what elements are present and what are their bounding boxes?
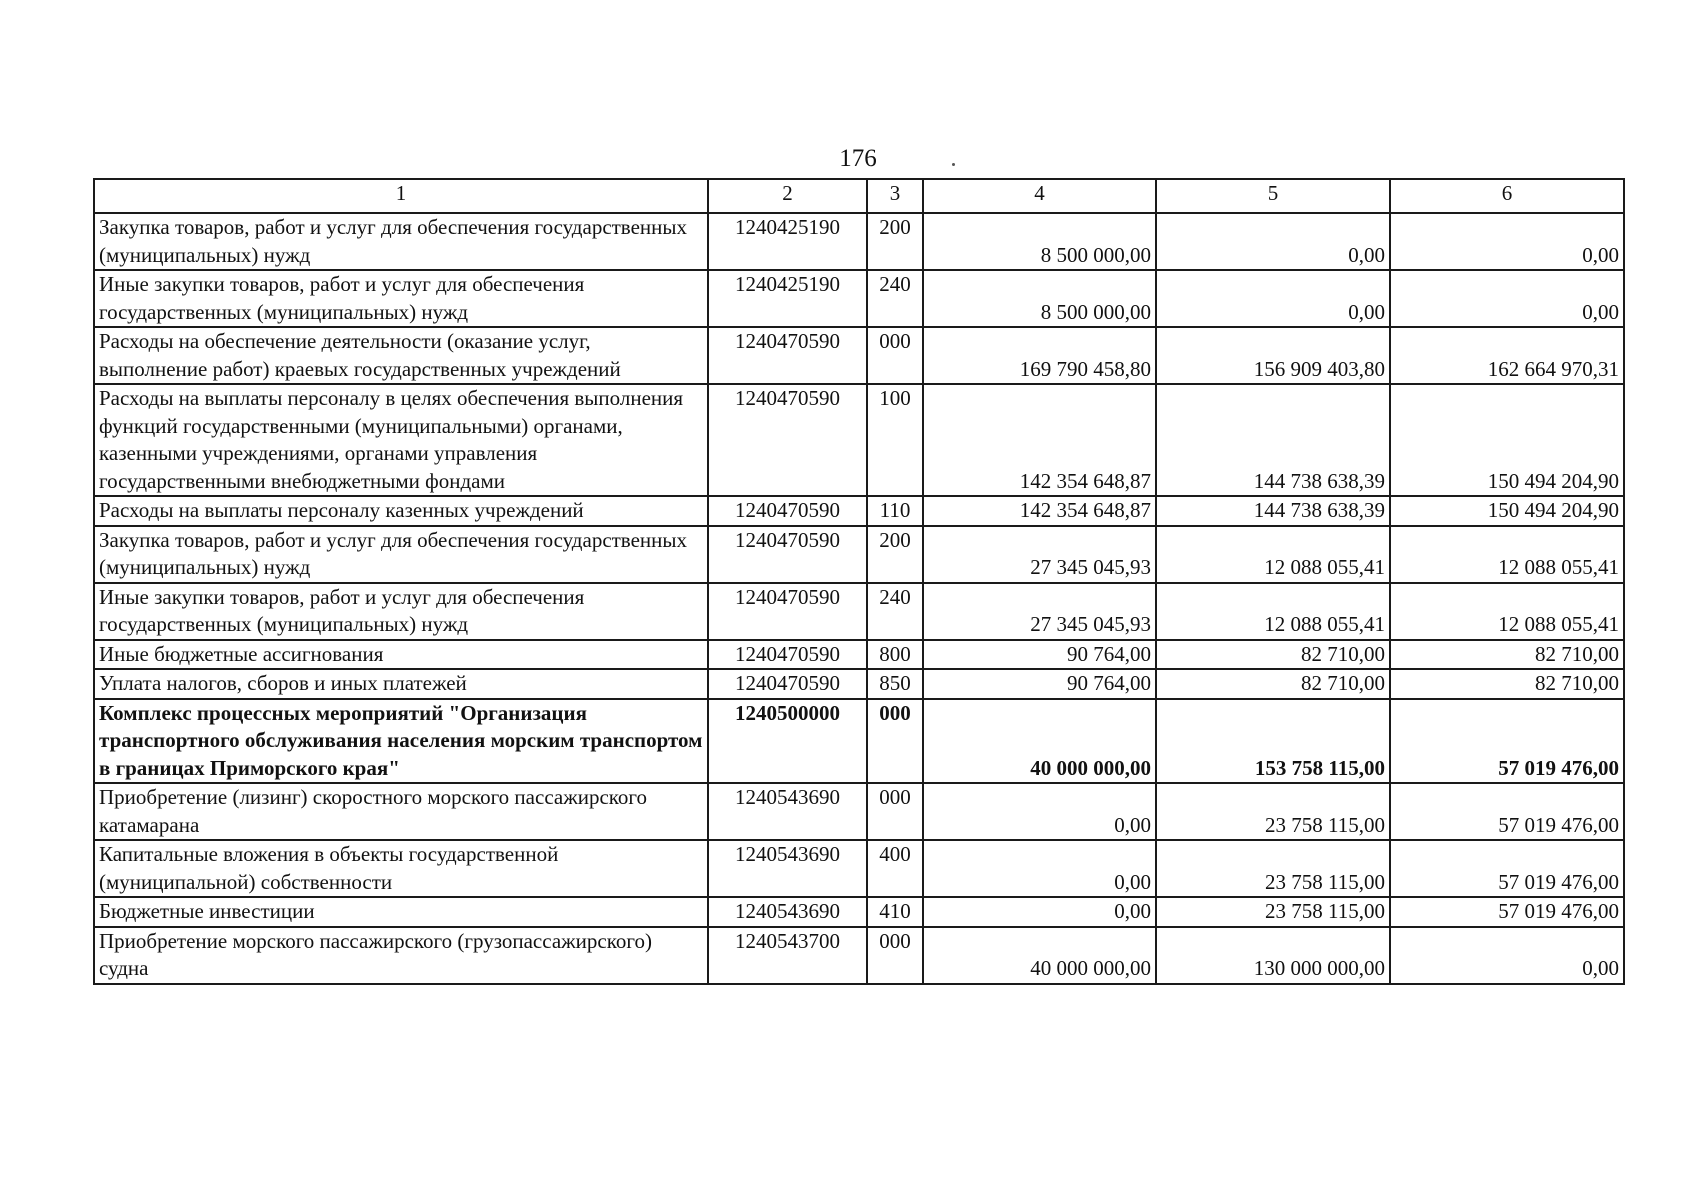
row-name-cell: Бюджетные инвестиции [94, 897, 708, 927]
row-amount-col4-cell: 0,00 [923, 840, 1156, 897]
row-amount-col4-cell: 0,00 [923, 897, 1156, 927]
table-row [94, 384, 1624, 496]
row-amount-col5-cell: 12 088 055,41 [1156, 526, 1390, 583]
row-amount-col4-cell: 40 000 000,00 [923, 699, 1156, 784]
row-name-cell: Иные бюджетные ассигнования [94, 640, 708, 670]
row-expense-type-cell: 240 [867, 583, 923, 640]
row-amount-col6-cell: 12 088 055,41 [1390, 526, 1624, 583]
row-target-code-cell: 1240470590 [708, 496, 867, 526]
budget-table [93, 178, 1625, 985]
row-amount-col5-cell: 12 088 055,41 [1156, 583, 1390, 640]
scan-speck [952, 163, 955, 166]
header-cell-2: 2 [708, 179, 867, 213]
table-row [94, 699, 1624, 784]
row-expense-type-cell: 200 [867, 213, 923, 270]
row-target-code-cell: 1240470590 [708, 384, 867, 496]
table-row [94, 327, 1624, 384]
row-amount-col6-cell: 57 019 476,00 [1390, 840, 1624, 897]
row-name-cell: Капитальные вложения в объекты государственной (муниципальной) собственности [94, 840, 708, 897]
header-cell-3: 3 [867, 179, 923, 213]
row-target-code-cell: 1240470590 [708, 327, 867, 384]
row-target-code-cell: 1240500000 [708, 699, 867, 784]
row-name-cell: Расходы на обеспечение деятельности (оказание услуг, выполнение работ) краевых государственных учреждений [94, 327, 708, 384]
row-target-code-cell: 1240543690 [708, 840, 867, 897]
row-amount-col6-cell: 150 494 204,90 [1390, 496, 1624, 526]
row-expense-type-cell: 200 [867, 526, 923, 583]
table-row [94, 213, 1624, 270]
row-amount-col6-cell: 57 019 476,00 [1390, 783, 1624, 840]
table-row [94, 783, 1624, 840]
row-target-code-cell: 1240543690 [708, 783, 867, 840]
row-amount-col6-cell: 0,00 [1390, 927, 1624, 984]
row-amount-col5-cell: 130 000 000,00 [1156, 927, 1390, 984]
row-target-code-cell: 1240470590 [708, 640, 867, 670]
row-amount-col6-cell: 82 710,00 [1390, 669, 1624, 699]
table-row [94, 496, 1624, 526]
row-name-cell: Приобретение морского пассажирского (грузопассажирского) судна [94, 927, 708, 984]
row-amount-col4-cell: 8 500 000,00 [923, 213, 1156, 270]
row-amount-col4-cell: 8 500 000,00 [923, 270, 1156, 327]
row-amount-col4-cell: 142 354 648,87 [923, 496, 1156, 526]
table-row [94, 526, 1624, 583]
row-target-code-cell: 1240470590 [708, 526, 867, 583]
row-name-cell: Уплата налогов, сборов и иных платежей [94, 669, 708, 699]
row-amount-col5-cell: 23 758 115,00 [1156, 840, 1390, 897]
row-target-code-cell: 1240470590 [708, 583, 867, 640]
row-amount-col5-cell: 156 909 403,80 [1156, 327, 1390, 384]
row-amount-col6-cell: 0,00 [1390, 270, 1624, 327]
row-name-cell: Расходы на выплаты персоналу в целях обеспечения выполнения функций государственными (муниципальными) органами, казенными учреждениями, органами управления государственными внебюджетными фондами [94, 384, 708, 496]
row-amount-col4-cell: 27 345 045,93 [923, 526, 1156, 583]
row-amount-col6-cell: 162 664 970,31 [1390, 327, 1624, 384]
row-amount-col5-cell: 144 738 638,39 [1156, 496, 1390, 526]
row-target-code-cell: 1240425190 [708, 270, 867, 327]
row-expense-type-cell: 000 [867, 327, 923, 384]
row-amount-col5-cell: 144 738 638,39 [1156, 384, 1390, 496]
row-amount-col5-cell: 153 758 115,00 [1156, 699, 1390, 784]
row-name-cell: Иные закупки товаров, работ и услуг для обеспечения государственных (муниципальных) нужд [94, 270, 708, 327]
header-cell-1: 1 [94, 179, 708, 213]
row-amount-col5-cell: 0,00 [1156, 270, 1390, 327]
table-row [94, 669, 1624, 699]
header-cell-4: 4 [923, 179, 1156, 213]
row-amount-col4-cell: 169 790 458,80 [923, 327, 1156, 384]
row-name-cell: Закупка товаров, работ и услуг для обеспечения государственных (муниципальных) нужд [94, 213, 708, 270]
header-cell-6: 6 [1390, 179, 1624, 213]
row-amount-col4-cell: 27 345 045,93 [923, 583, 1156, 640]
row-amount-col5-cell: 0,00 [1156, 213, 1390, 270]
row-amount-col6-cell: 12 088 055,41 [1390, 583, 1624, 640]
row-expense-type-cell: 240 [867, 270, 923, 327]
row-expense-type-cell: 000 [867, 927, 923, 984]
row-name-cell: Комплекс процессных мероприятий "Организация транспортного обслуживания населения морским транспортом в границах Приморского края" [94, 699, 708, 784]
row-target-code-cell: 1240543690 [708, 897, 867, 927]
row-amount-col5-cell: 23 758 115,00 [1156, 897, 1390, 927]
row-amount-col4-cell: 90 764,00 [923, 640, 1156, 670]
row-amount-col6-cell: 0,00 [1390, 213, 1624, 270]
row-target-code-cell: 1240425190 [708, 213, 867, 270]
row-target-code-cell: 1240470590 [708, 669, 867, 699]
table-row [94, 270, 1624, 327]
row-target-code-cell: 1240543700 [708, 927, 867, 984]
table-row [94, 840, 1624, 897]
row-name-cell: Закупка товаров, работ и услуг для обеспечения государственных (муниципальных) нужд [94, 526, 708, 583]
row-name-cell: Расходы на выплаты персоналу казенных учреждений [94, 496, 708, 526]
row-amount-col6-cell: 57 019 476,00 [1390, 699, 1624, 784]
row-expense-type-cell: 400 [867, 840, 923, 897]
table-row [94, 927, 1624, 984]
row-amount-col5-cell: 82 710,00 [1156, 640, 1390, 670]
table-header-row [94, 179, 1624, 213]
row-amount-col4-cell: 0,00 [923, 783, 1156, 840]
row-amount-col5-cell: 23 758 115,00 [1156, 783, 1390, 840]
row-name-cell: Иные закупки товаров, работ и услуг для обеспечения государственных (муниципальных) нужд [94, 583, 708, 640]
row-expense-type-cell: 410 [867, 897, 923, 927]
row-expense-type-cell: 000 [867, 783, 923, 840]
table-row [94, 640, 1624, 670]
row-amount-col6-cell: 150 494 204,90 [1390, 384, 1624, 496]
row-amount-col4-cell: 142 354 648,87 [923, 384, 1156, 496]
row-amount-col6-cell: 57 019 476,00 [1390, 897, 1624, 927]
row-expense-type-cell: 800 [867, 640, 923, 670]
row-name-cell: Приобретение (лизинг) скоростного морского пассажирского катамарана [94, 783, 708, 840]
row-amount-col5-cell: 82 710,00 [1156, 669, 1390, 699]
row-expense-type-cell: 000 [867, 699, 923, 784]
row-expense-type-cell: 100 [867, 384, 923, 496]
table-row [94, 583, 1624, 640]
row-amount-col6-cell: 82 710,00 [1390, 640, 1624, 670]
page-number: 176 [839, 145, 877, 172]
table-row [94, 897, 1624, 927]
row-expense-type-cell: 850 [867, 669, 923, 699]
row-amount-col4-cell: 90 764,00 [923, 669, 1156, 699]
header-cell-5: 5 [1156, 179, 1390, 213]
row-expense-type-cell: 110 [867, 496, 923, 526]
row-amount-col4-cell: 40 000 000,00 [923, 927, 1156, 984]
